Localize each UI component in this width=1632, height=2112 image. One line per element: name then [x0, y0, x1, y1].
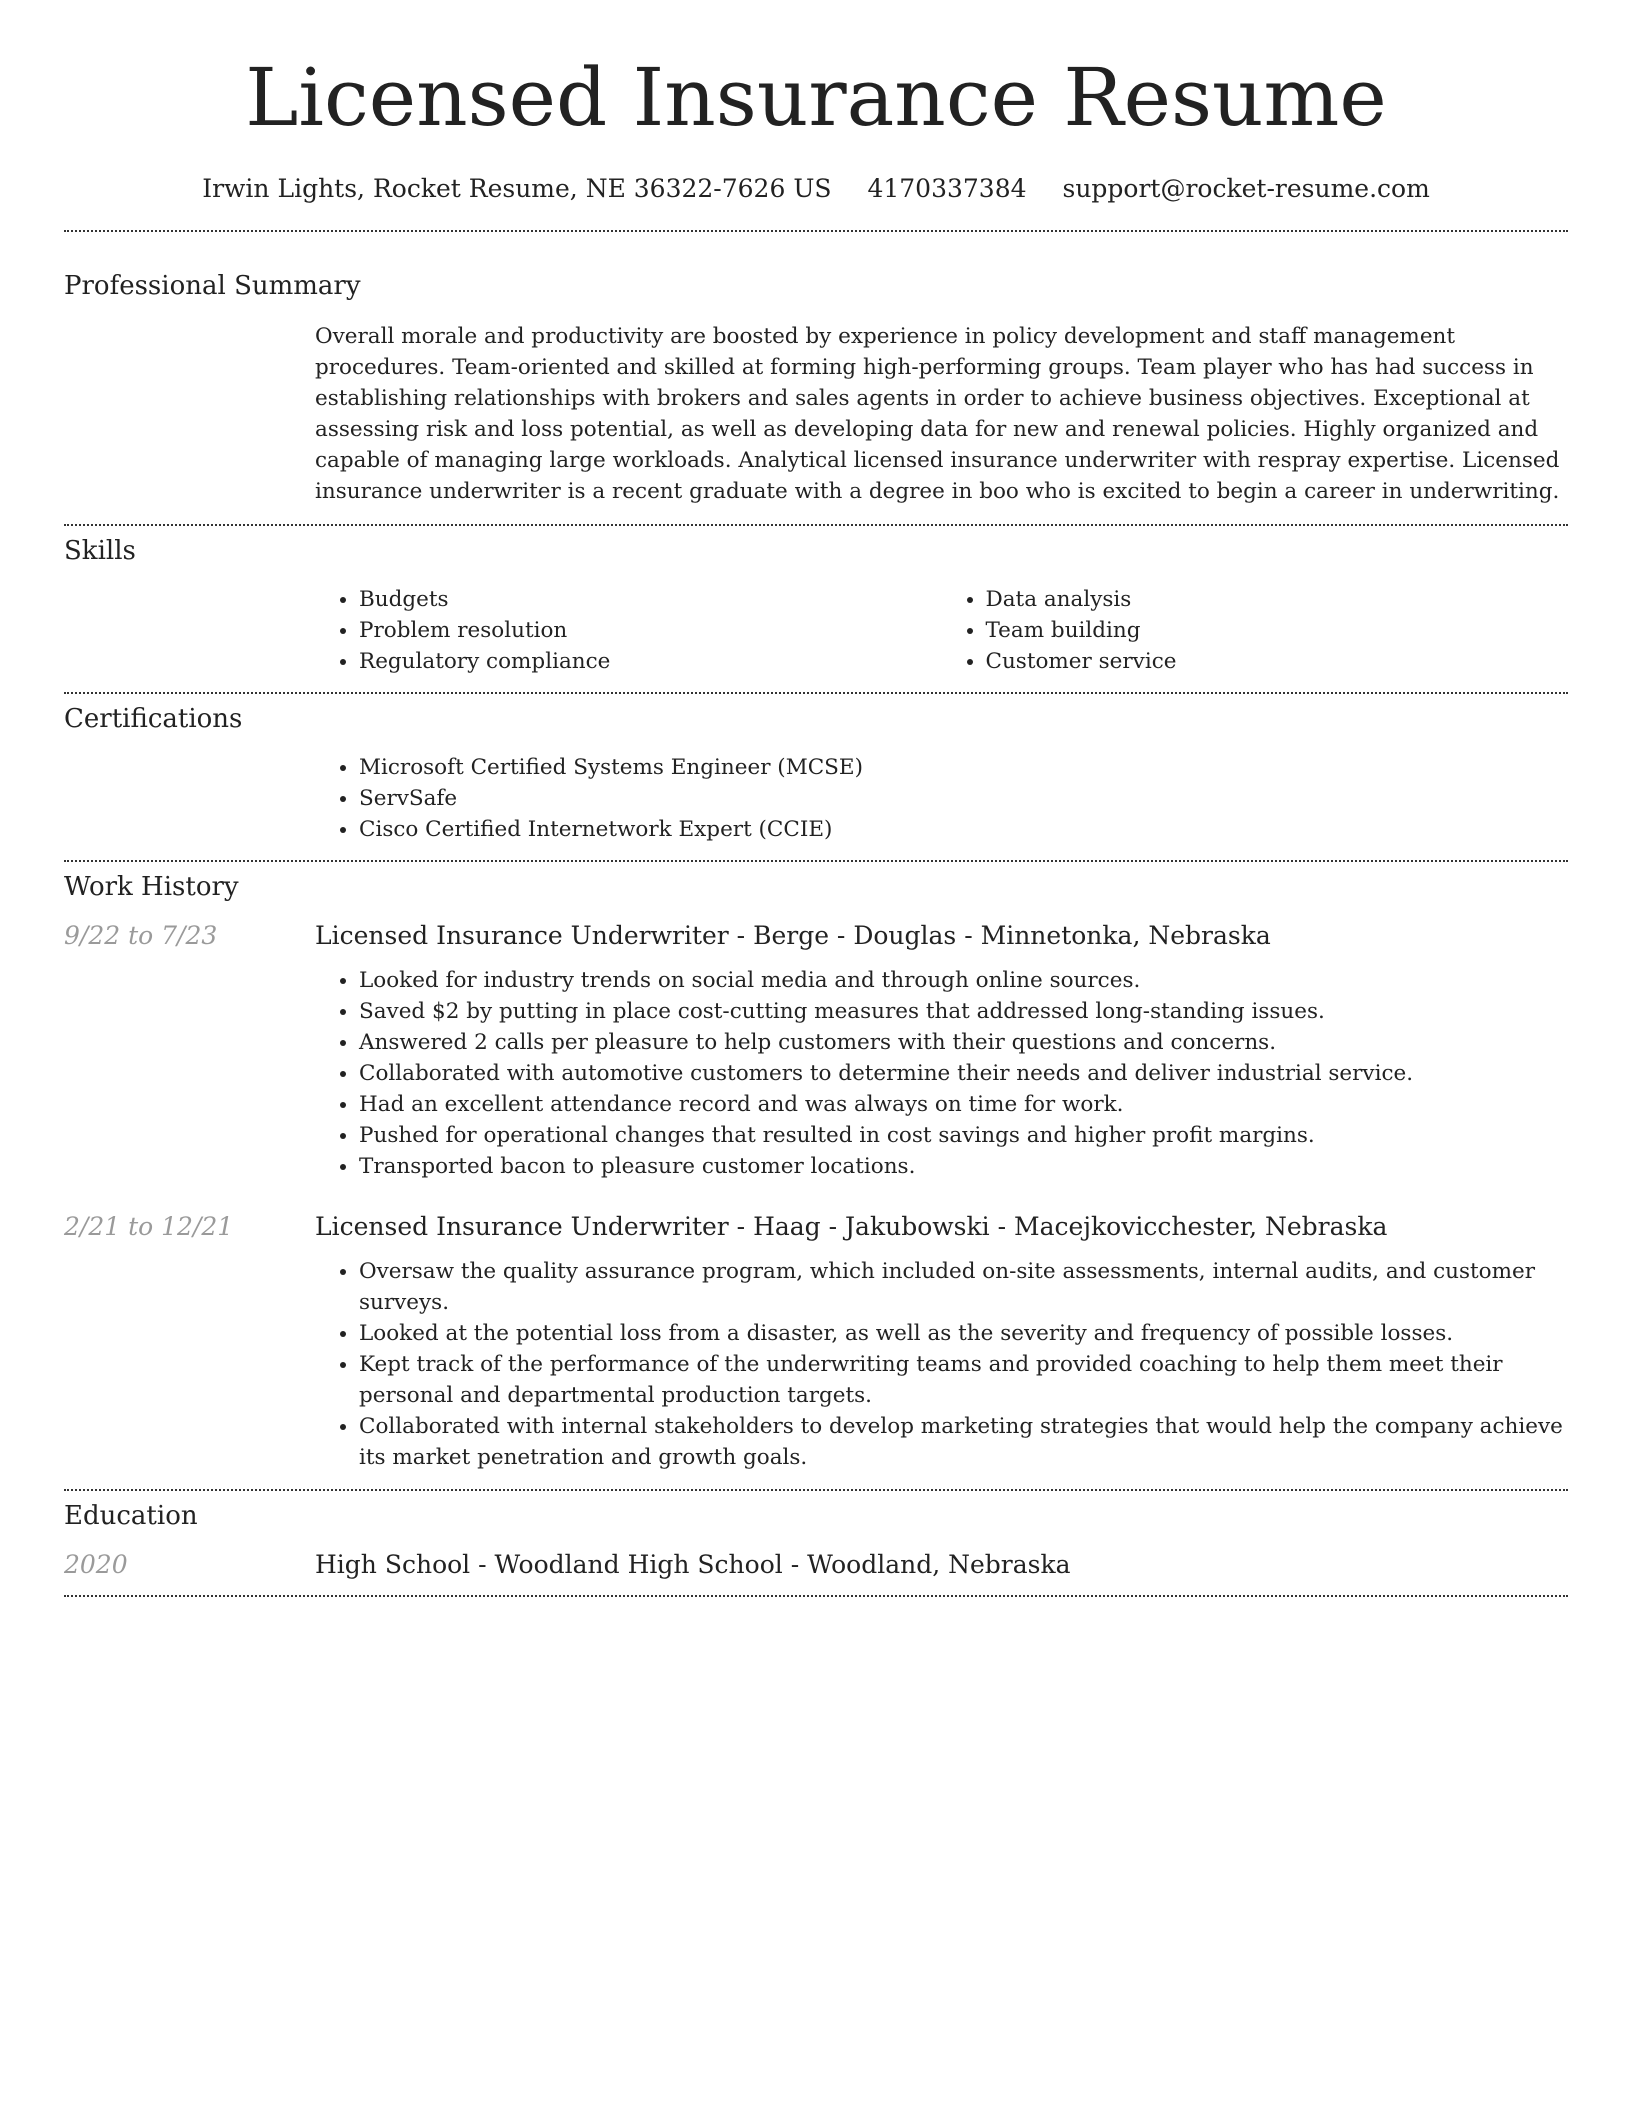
list-item: • Looked at the potential loss from a disaster, as well as the severity and frequency of possible losses. — [359, 1318, 1568, 1349]
section-heading-certifications: Certifications — [64, 704, 243, 734]
list-item: • Saved $2 by putting in place cost-cutting measures that addressed long-standing issues. — [359, 996, 1568, 1027]
list-item: • Cisco Certified Internetwork Expert (CCIE) — [359, 814, 1568, 845]
list-item: • Looked for industry trends on social media and through online sources. — [359, 965, 1568, 996]
summary-content — [315, 321, 1568, 507]
list-item: • Customer service — [986, 646, 1569, 677]
list-item: • Answered 2 calls per pleasure to help customers with their questions and concerns. — [359, 1027, 1568, 1058]
certifications-content — [315, 752, 1568, 845]
skills-section — [64, 536, 1568, 677]
list-item: • Had an excellent attendance record and was always on time for work. — [359, 1089, 1568, 1120]
summary-section — [64, 271, 1568, 507]
section-heading-skills: Skills — [64, 536, 136, 566]
contact-address: Irwin Lights, Rocket Resume, NE 36322-7626 US — [202, 174, 832, 203]
list-item: • Transported bacon to pleasure customer locations. — [359, 1151, 1568, 1182]
education-date: 2020 — [64, 1550, 128, 1579]
job-title: Licensed Insurance Underwriter - Berge - Douglas - Minnetonka, Nebraska — [315, 921, 1271, 950]
job-bullets — [315, 965, 1568, 1182]
list-item: • Budgets — [359, 584, 942, 615]
list-item: • Regulatory compliance — [359, 646, 942, 677]
job-dates: 9/22 to 7/23 — [64, 921, 218, 950]
list-item: • Data analysis — [986, 584, 1569, 615]
job-title: Licensed Insurance Underwriter - Haag - Jakubowski - Macejkovicchester, Nebraska — [315, 1212, 1388, 1241]
divider — [64, 860, 1568, 862]
resume-page — [64, 0, 1568, 1597]
job-header — [64, 921, 1568, 950]
section-heading-work-history: Work History — [64, 872, 239, 902]
contact-email: support@rocket-resume.com — [1062, 174, 1430, 203]
job-bullets — [315, 1256, 1568, 1473]
divider — [64, 524, 1568, 526]
job-details — [315, 1256, 1568, 1473]
certifications-section — [64, 704, 1568, 845]
education-entry — [64, 1550, 1568, 1579]
education-title: High School - Woodland High School - Woodland, Nebraska — [315, 1550, 1071, 1579]
list-item: • Pushed for operational changes that resulted in cost savings and higher profit margins. — [359, 1120, 1568, 1151]
summary-text: Overall morale and productivity are boosted by experience in policy development and staff management procedures. Team-oriented and skilled at forming high-performing groups. Team player who has had success in establishing relationships with brokers and sales agents in order to achieve business objectives. Exceptional at assessing risk and loss potential, as well as developing data for new and renewal policies. Highly organized and capable of managing large workloads. Analytical licensed insurance underwriter with respray expertise. Licensed insurance underwriter is a recent graduate with a degree in boo who is excited to begin a career in underwriting. — [315, 324, 1560, 504]
list-item: • Microsoft Certified Systems Engineer (MCSE) — [359, 752, 1568, 783]
list-item: • Oversaw the quality assurance program, which included on-site assessments, internal audits, and customer surveys. — [359, 1256, 1568, 1318]
job-entry — [64, 921, 1568, 1182]
certifications-list — [315, 752, 1568, 845]
resume-title: Licensed Insurance Resume — [245, 51, 1387, 144]
section-heading-education: Education — [64, 1501, 198, 1531]
list-item: • ServSafe — [359, 783, 1568, 814]
list-item: • Problem resolution — [359, 615, 942, 646]
job-header — [64, 1212, 1568, 1241]
work-history-section — [64, 872, 1568, 1473]
skills-list — [315, 584, 1568, 677]
section-heading-summary: Professional Summary — [64, 271, 361, 301]
list-item: • Collaborated with internal stakeholders to develop marketing strategies that would help the company achieve its market penetration and growth goals. — [359, 1411, 1568, 1473]
skills-column-right — [942, 584, 1569, 677]
divider — [64, 1489, 1568, 1491]
divider — [64, 1595, 1568, 1597]
divider — [64, 692, 1568, 694]
job-entry — [64, 1212, 1568, 1473]
list-item: • Team building — [986, 615, 1569, 646]
contact-line — [64, 174, 1568, 203]
list-item: • Kept track of the performance of the underwriting teams and provided coaching to help them meet their personal and departmental production targets. — [359, 1349, 1568, 1411]
education-section — [64, 1501, 1568, 1579]
job-dates: 2/21 to 12/21 — [64, 1212, 234, 1241]
contact-phone: 4170337384 — [867, 174, 1027, 203]
skills-column-left — [315, 584, 942, 677]
list-item: • Collaborated with automotive customers to determine their needs and deliver industrial service. — [359, 1058, 1568, 1089]
divider — [64, 230, 1568, 232]
job-details — [315, 965, 1568, 1182]
